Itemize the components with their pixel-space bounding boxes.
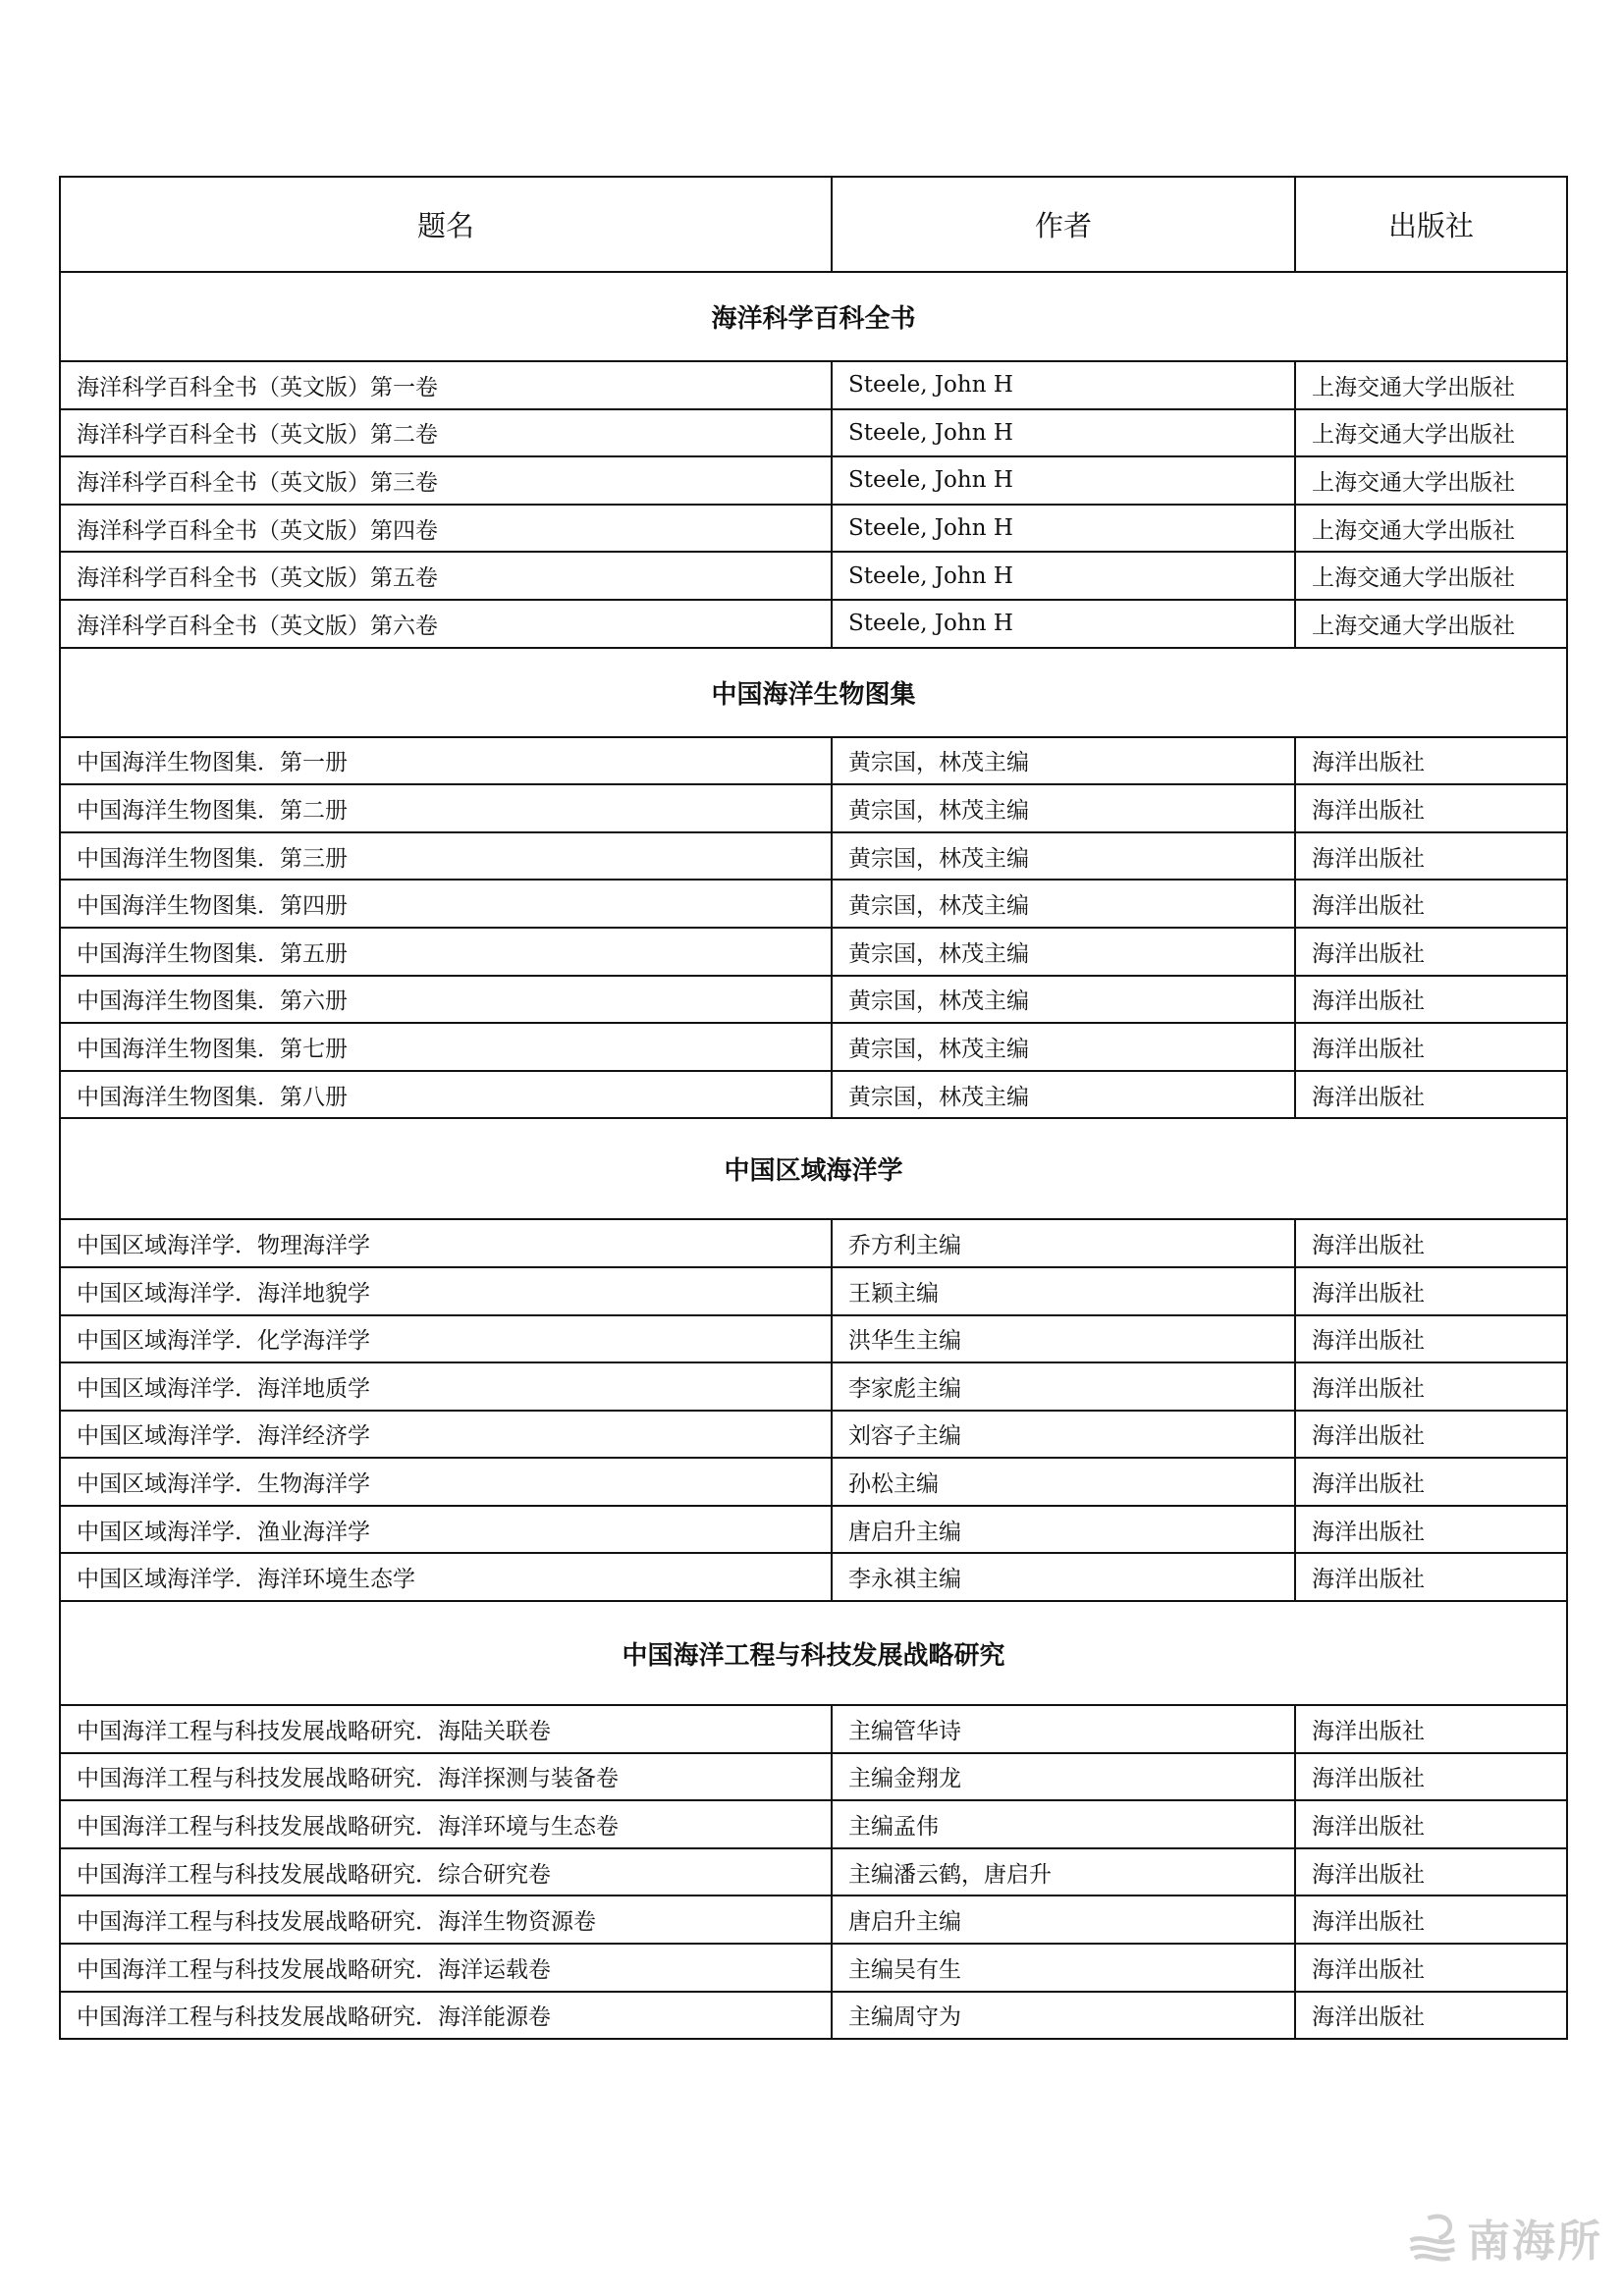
title-cell: 中国海洋工程与科技发展战略研究．综合研究卷 bbox=[60, 1848, 832, 1896]
title-cell: 中国海洋生物图集．第三册 bbox=[60, 832, 832, 881]
section-title: 中国区域海洋学 bbox=[60, 1118, 1567, 1219]
book-list-table bbox=[59, 176, 1568, 2040]
author-cell: Steele, John H bbox=[832, 456, 1295, 505]
table-row bbox=[60, 361, 1567, 409]
publisher-cell: 上海交通大学出版社 bbox=[1295, 409, 1567, 457]
table-row bbox=[60, 1848, 1567, 1896]
table-row bbox=[60, 505, 1567, 553]
table-row bbox=[60, 832, 1567, 881]
section-title: 海洋科学百科全书 bbox=[60, 272, 1567, 361]
title-cell: 中国海洋生物图集．第八册 bbox=[60, 1071, 832, 1119]
title-cell: 中国区域海洋学．海洋经济学 bbox=[60, 1411, 832, 1459]
publisher-cell: 上海交通大学出版社 bbox=[1295, 552, 1567, 600]
title-cell: 中国区域海洋学．物理海洋学 bbox=[60, 1219, 832, 1267]
title-cell: 中国海洋生物图集．第七册 bbox=[60, 1023, 832, 1071]
author-cell: 乔方利主编 bbox=[832, 1219, 1295, 1267]
author-cell: Steele, John H bbox=[832, 409, 1295, 457]
title-cell: 中国海洋生物图集．第六册 bbox=[60, 976, 832, 1024]
author-cell: 孙松主编 bbox=[832, 1458, 1295, 1506]
title-cell: 中国区域海洋学．生物海洋学 bbox=[60, 1458, 832, 1506]
publisher-cell: 海洋出版社 bbox=[1295, 1705, 1567, 1753]
table-header-row bbox=[60, 177, 1567, 272]
title-cell: 中国海洋生物图集．第五册 bbox=[60, 928, 832, 976]
author-cell: Steele, John H bbox=[832, 361, 1295, 409]
publisher-cell: 海洋出版社 bbox=[1295, 1992, 1567, 2040]
watermark-text: 南海所 bbox=[1467, 2216, 1602, 2267]
publisher-cell: 海洋出版社 bbox=[1295, 1848, 1567, 1896]
table-row bbox=[60, 1411, 1567, 1459]
publisher-cell: 海洋出版社 bbox=[1295, 928, 1567, 976]
author-cell: 主编金翔龙 bbox=[832, 1753, 1295, 1801]
table-row bbox=[60, 1506, 1567, 1554]
table-row bbox=[60, 1896, 1567, 1944]
publisher-cell: 上海交通大学出版社 bbox=[1295, 361, 1567, 409]
author-cell: 刘容子主编 bbox=[832, 1411, 1295, 1459]
table-row bbox=[60, 1800, 1567, 1848]
table-row bbox=[60, 976, 1567, 1024]
table-row bbox=[60, 409, 1567, 457]
publisher-cell: 上海交通大学出版社 bbox=[1295, 600, 1567, 648]
title-cell: 中国区域海洋学．海洋地质学 bbox=[60, 1362, 832, 1411]
wave-logo-icon bbox=[1406, 2210, 1461, 2265]
author-cell: Steele, John H bbox=[832, 505, 1295, 553]
table-row bbox=[60, 456, 1567, 505]
author-cell: 主编吴有生 bbox=[832, 1944, 1295, 1992]
section-header-row bbox=[60, 648, 1567, 737]
title-cell: 海洋科学百科全书（英文版）第六卷 bbox=[60, 600, 832, 648]
title-cell: 海洋科学百科全书（英文版）第一卷 bbox=[60, 361, 832, 409]
table-row bbox=[60, 1553, 1567, 1601]
author-cell: 洪华生主编 bbox=[832, 1315, 1295, 1363]
publisher-cell: 海洋出版社 bbox=[1295, 1800, 1567, 1848]
title-cell: 海洋科学百科全书（英文版）第三卷 bbox=[60, 456, 832, 505]
table-row bbox=[60, 1753, 1567, 1801]
publisher-cell: 海洋出版社 bbox=[1295, 976, 1567, 1024]
publisher-cell: 海洋出版社 bbox=[1295, 832, 1567, 881]
title-cell: 中国区域海洋学．海洋环境生态学 bbox=[60, 1553, 832, 1601]
publisher-cell: 海洋出版社 bbox=[1295, 1411, 1567, 1459]
table-row bbox=[60, 784, 1567, 832]
author-cell: 唐启升主编 bbox=[832, 1506, 1295, 1554]
header-title: 题名 bbox=[60, 177, 832, 272]
publisher-cell: 上海交通大学出版社 bbox=[1295, 505, 1567, 553]
title-cell: 中国海洋生物图集．第四册 bbox=[60, 880, 832, 928]
title-cell: 中国海洋工程与科技发展战略研究．海洋生物资源卷 bbox=[60, 1896, 832, 1944]
table-row bbox=[60, 600, 1567, 648]
title-cell: 中国海洋工程与科技发展战略研究．海洋能源卷 bbox=[60, 1992, 832, 2040]
author-cell: Steele, John H bbox=[832, 600, 1295, 648]
publisher-cell: 上海交通大学出版社 bbox=[1295, 456, 1567, 505]
title-cell: 中国海洋工程与科技发展战略研究．海洋运载卷 bbox=[60, 1944, 832, 1992]
header-publisher: 出版社 bbox=[1295, 177, 1567, 272]
author-cell: 唐启升主编 bbox=[832, 1896, 1295, 1944]
publisher-cell: 海洋出版社 bbox=[1295, 880, 1567, 928]
title-cell: 中国区域海洋学．渔业海洋学 bbox=[60, 1506, 832, 1554]
table-row bbox=[60, 1023, 1567, 1071]
section-header-row bbox=[60, 272, 1567, 361]
title-cell: 中国区域海洋学．化学海洋学 bbox=[60, 1315, 832, 1363]
author-cell: 李家彪主编 bbox=[832, 1362, 1295, 1411]
publisher-cell: 海洋出版社 bbox=[1295, 1071, 1567, 1119]
title-cell: 中国海洋工程与科技发展战略研究．海洋探测与装备卷 bbox=[60, 1753, 832, 1801]
publisher-cell: 海洋出版社 bbox=[1295, 1553, 1567, 1601]
author-cell: 主编管华诗 bbox=[832, 1705, 1295, 1753]
title-cell: 海洋科学百科全书（英文版）第二卷 bbox=[60, 409, 832, 457]
author-cell: 主编潘云鹤，唐启升 bbox=[832, 1848, 1295, 1896]
publisher-cell: 海洋出版社 bbox=[1295, 1458, 1567, 1506]
table-row bbox=[60, 880, 1567, 928]
title-cell: 中国海洋工程与科技发展战略研究．海洋环境与生态卷 bbox=[60, 1800, 832, 1848]
title-cell: 海洋科学百科全书（英文版）第四卷 bbox=[60, 505, 832, 553]
publisher-cell: 海洋出版社 bbox=[1295, 737, 1567, 785]
section-header-row bbox=[60, 1118, 1567, 1219]
author-cell: 王颖主编 bbox=[832, 1267, 1295, 1315]
publisher-cell: 海洋出版社 bbox=[1295, 1362, 1567, 1411]
author-cell: 主编孟伟 bbox=[832, 1800, 1295, 1848]
table-row bbox=[60, 1705, 1567, 1753]
title-cell: 中国海洋生物图集．第二册 bbox=[60, 784, 832, 832]
publisher-cell: 海洋出版社 bbox=[1295, 1506, 1567, 1554]
watermark-logo bbox=[1406, 2206, 1602, 2269]
publisher-cell: 海洋出版社 bbox=[1295, 784, 1567, 832]
author-cell: Steele, John H bbox=[832, 552, 1295, 600]
publisher-cell: 海洋出版社 bbox=[1295, 1267, 1567, 1315]
author-cell: 黄宗国，林茂主编 bbox=[832, 784, 1295, 832]
publisher-cell: 海洋出版社 bbox=[1295, 1219, 1567, 1267]
author-cell: 主编周守为 bbox=[832, 1992, 1295, 2040]
table-row bbox=[60, 928, 1567, 976]
title-cell: 海洋科学百科全书（英文版）第五卷 bbox=[60, 552, 832, 600]
publisher-cell: 海洋出版社 bbox=[1295, 1753, 1567, 1801]
author-cell: 黄宗国，林茂主编 bbox=[832, 737, 1295, 785]
section-title: 中国海洋生物图集 bbox=[60, 648, 1567, 737]
table-row bbox=[60, 1267, 1567, 1315]
table-row bbox=[60, 1992, 1567, 2040]
table-row bbox=[60, 737, 1567, 785]
section-header-row bbox=[60, 1601, 1567, 1705]
author-cell: 黄宗国，林茂主编 bbox=[832, 1071, 1295, 1119]
author-cell: 黄宗国，林茂主编 bbox=[832, 976, 1295, 1024]
title-cell: 中国海洋工程与科技发展战略研究．海陆关联卷 bbox=[60, 1705, 832, 1753]
publisher-cell: 海洋出版社 bbox=[1295, 1944, 1567, 1992]
publisher-cell: 海洋出版社 bbox=[1295, 1315, 1567, 1363]
publisher-cell: 海洋出版社 bbox=[1295, 1896, 1567, 1944]
section-title: 中国海洋工程与科技发展战略研究 bbox=[60, 1601, 1567, 1705]
table-row bbox=[60, 1071, 1567, 1119]
title-cell: 中国区域海洋学．海洋地貌学 bbox=[60, 1267, 832, 1315]
table-row bbox=[60, 1219, 1567, 1267]
table-row bbox=[60, 1458, 1567, 1506]
header-author: 作者 bbox=[832, 177, 1295, 272]
table-row bbox=[60, 1944, 1567, 1992]
author-cell: 李永祺主编 bbox=[832, 1553, 1295, 1601]
author-cell: 黄宗国，林茂主编 bbox=[832, 928, 1295, 976]
publisher-cell: 海洋出版社 bbox=[1295, 1023, 1567, 1071]
author-cell: 黄宗国，林茂主编 bbox=[832, 1023, 1295, 1071]
table-row bbox=[60, 1315, 1567, 1363]
table-row bbox=[60, 552, 1567, 600]
author-cell: 黄宗国，林茂主编 bbox=[832, 832, 1295, 881]
title-cell: 中国海洋生物图集．第一册 bbox=[60, 737, 832, 785]
table-row bbox=[60, 1362, 1567, 1411]
author-cell: 黄宗国，林茂主编 bbox=[832, 880, 1295, 928]
